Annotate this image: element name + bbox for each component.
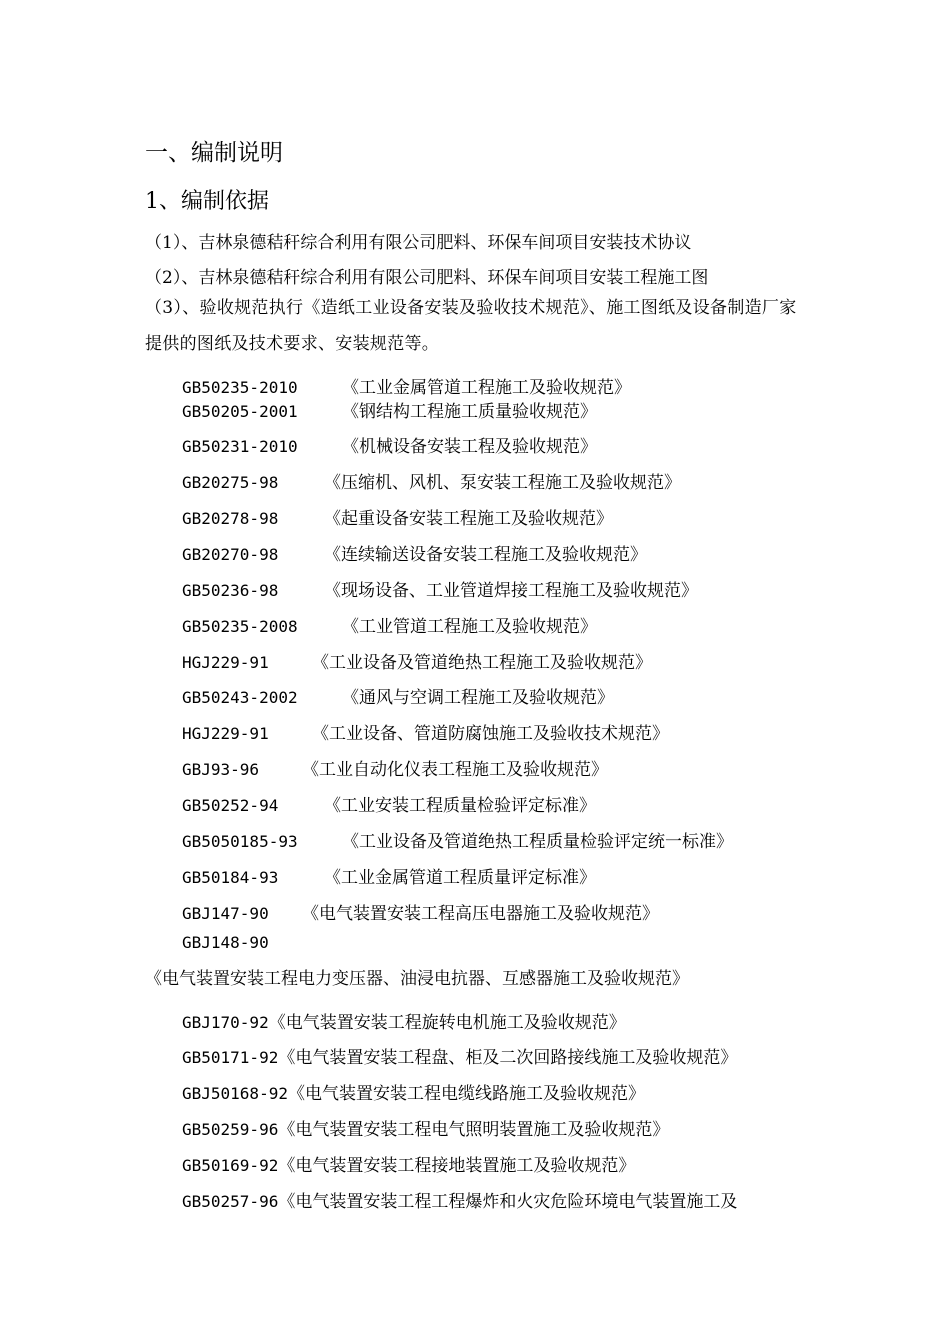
standard-code: GB50235-2008 — [182, 617, 298, 636]
standard-code: GB50236-98 — [182, 581, 279, 600]
standard-item — [182, 612, 597, 637]
basis-item-1: （1）、吉林泉德秸秆综合利用有限公司肥料、环保车间项目安装技术协议 — [145, 233, 692, 253]
standard-code: GB20270-98 — [182, 545, 279, 564]
section-heading: 一、编制说明 — [145, 140, 283, 166]
standard-title: 《工业自动化仪表工程施工及验收规范》 — [302, 760, 608, 780]
standard-item — [182, 504, 613, 529]
standard-title: 《工业设备及管道绝热工程施工及验收规范》 — [312, 653, 652, 673]
standard-title: 《工业管道工程施工及验收规范》 — [342, 617, 597, 637]
standard-code: GB20278-98 — [182, 509, 279, 528]
subsection-heading: 1、编制依据 — [145, 189, 269, 214]
standard-code: HGJ229-91 — [182, 724, 269, 743]
standard-item — [182, 1008, 626, 1033]
standard-item — [182, 540, 647, 565]
standard-item — [182, 683, 614, 708]
standard-item — [182, 1043, 737, 1068]
standard-code: GBJ147-90 — [182, 904, 269, 923]
standard-code: GB50243-2002 — [182, 688, 298, 707]
standard-item — [182, 863, 596, 888]
standard-item — [182, 1151, 635, 1176]
standard-title: 《工业金属管道工程质量评定标准》 — [324, 868, 596, 888]
standard-title: 《工业设备、管道防腐蚀施工及验收技术规范》 — [312, 724, 669, 744]
standard-item — [182, 719, 669, 744]
standard-title: 《起重设备安装工程施工及验收规范》 — [324, 509, 613, 529]
standard-title: 《工业安装工程质量检验评定标准》 — [324, 796, 596, 816]
standard-code: GB50205-2001 — [182, 402, 298, 421]
standard-item — [182, 1079, 645, 1104]
standard-title: 《电气装置安装工程接地装置施工及验收规范》 — [278, 1156, 636, 1176]
standard-title: 《电气装置安装工程旋转电机施工及验收规范》 — [268, 1013, 626, 1033]
standard-code: GB50257-96 — [182, 1192, 279, 1211]
standard-code: GB50259-96 — [182, 1120, 279, 1139]
standard-item — [182, 432, 597, 457]
standard-code: GBJ170-92 — [182, 1013, 269, 1032]
standard-code: GBJ148-90 — [182, 933, 269, 952]
standard-item — [182, 397, 597, 422]
standard-code: GB50231-2010 — [182, 437, 298, 456]
standard-item — [182, 648, 652, 673]
standard-code: GB50171-92 — [182, 1048, 279, 1067]
standard-item — [182, 791, 596, 816]
standard-title: 《机械设备安装工程及验收规范》 — [342, 437, 597, 457]
basis-item-2: （2）、吉林泉德秸秆综合利用有限公司肥料、环保车间项目安装工程施工图 — [145, 268, 709, 288]
standard-item — [182, 827, 733, 852]
standard-code: GB50184-93 — [182, 868, 279, 887]
standard-title: 《电气装置安装工程电力变压器、油浸电抗器、互感器施工及验收规范》 — [145, 969, 689, 989]
standard-code: GB50235-2010 — [182, 378, 298, 397]
standard-code: GBJ93-96 — [182, 760, 260, 779]
standard-code: GB50252-94 — [182, 796, 279, 815]
standard-item — [182, 576, 698, 601]
basis-item-3: （3）、验收规范执行《造纸工业设备安装及验收技术规范》、施工图纸及设备制造厂家提供的图纸及技术要求、安装规范等。 — [145, 298, 797, 354]
standard-item — [182, 1187, 737, 1212]
standard-title: 《工业金属管道工程施工及验收规范》 — [342, 378, 631, 398]
standard-title: 《电气装置安装工程高压电器施工及验收规范》 — [302, 904, 659, 924]
standard-item — [182, 899, 659, 924]
standard-item — [182, 755, 608, 780]
standard-code: GB50169-92 — [182, 1156, 279, 1175]
standard-item — [182, 373, 631, 398]
standard-title: 《工业设备及管道绝热工程质量检验评定统一标准》 — [342, 832, 733, 852]
standard-title: 《压缩机、风机、泵安装工程施工及验收规范》 — [324, 473, 681, 493]
standard-item — [182, 468, 681, 493]
standard-code: HGJ229-91 — [182, 653, 269, 672]
standard-title: 《连续输送设备安装工程施工及验收规范》 — [324, 545, 647, 565]
standard-title: 《电气装置安装工程电缆线路施工及验收规范》 — [287, 1084, 645, 1104]
standard-title: 《钢结构工程施工质量验收规范》 — [342, 402, 597, 422]
standard-title: 《电气装置安装工程工程爆炸和火灾危险环境电气装置施工及 — [278, 1192, 738, 1212]
standard-item — [182, 1115, 669, 1140]
standard-title: 《现场设备、工业管道焊接工程施工及验收规范》 — [324, 581, 698, 601]
standard-code: GB20275-98 — [182, 473, 279, 492]
standard-title: 《电气装置安装工程电气照明装置施工及验收规范》 — [278, 1120, 670, 1140]
standard-title: 《通风与空调工程施工及验收规范》 — [342, 688, 614, 708]
standard-item-wrapped — [145, 925, 810, 997]
standard-code: GB5050185-93 — [182, 832, 298, 851]
standard-title: 《电气装置安装工程盘、柜及二次回路接线施工及验收规范》 — [278, 1048, 738, 1068]
standard-code: GBJ50168-92 — [182, 1084, 288, 1103]
